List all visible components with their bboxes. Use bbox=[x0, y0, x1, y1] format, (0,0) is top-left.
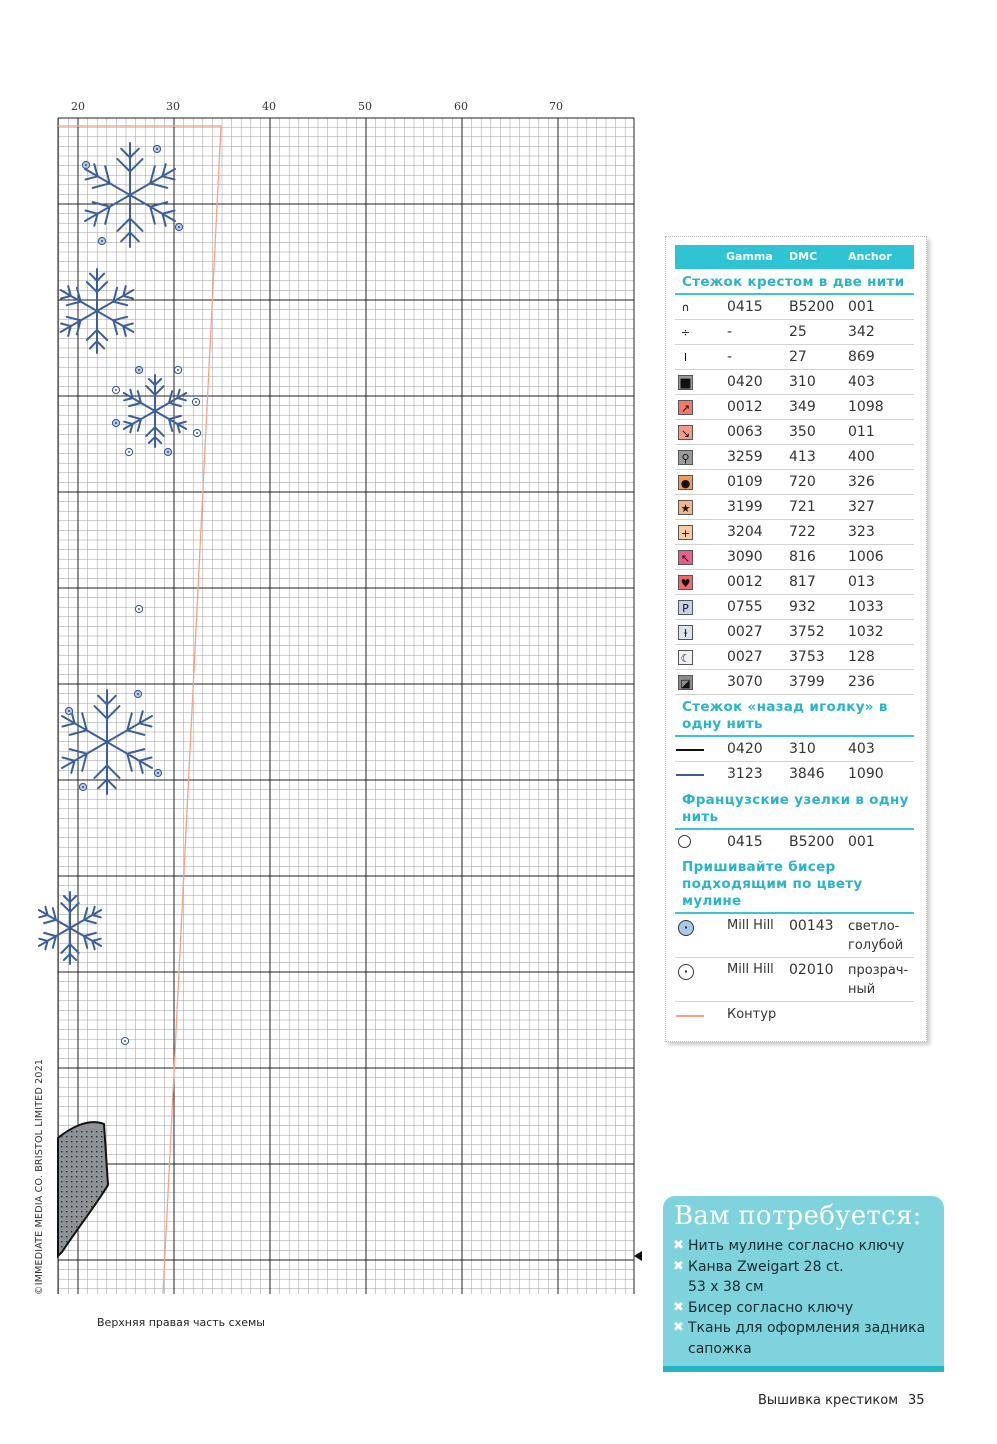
chart-caption: Верхняя правая часть схемы bbox=[97, 1316, 265, 1329]
dmc-code: 3799 bbox=[789, 674, 825, 690]
snowflake-3 bbox=[124, 375, 186, 447]
boot-fragment bbox=[58, 1122, 108, 1256]
anchor-code: 327 bbox=[848, 499, 875, 515]
dmc-code: 310 bbox=[789, 374, 816, 390]
legend-row bbox=[675, 645, 914, 670]
dmc-code: 413 bbox=[789, 449, 816, 465]
contour-row bbox=[675, 1003, 914, 1028]
legend-row bbox=[675, 914, 914, 958]
contour-line-swatch bbox=[676, 1015, 704, 1017]
copyright-notice: ©IMMEDIATE MEDIA CO. BRISTOL LIMITED 2021 bbox=[34, 1058, 45, 1295]
center-marker-arrow bbox=[634, 1251, 642, 1261]
dmc-code: 310 bbox=[789, 741, 816, 757]
anchor-code: 001 bbox=[848, 299, 875, 315]
dmc-code: 721 bbox=[789, 499, 816, 515]
bead-marker-dot bbox=[101, 240, 103, 242]
dmc-code: 817 bbox=[789, 574, 816, 590]
dmc-code: 816 bbox=[789, 549, 816, 565]
section-french-knots: Французские узелки в одну нить bbox=[682, 792, 909, 825]
stitch-symbol-icon: ♥ bbox=[678, 575, 693, 590]
gamma-code: 0027 bbox=[727, 649, 763, 665]
stitch-symbol-icon: ɫ bbox=[678, 625, 693, 640]
gamma-code: 0415 bbox=[727, 834, 763, 850]
stitch-symbol-icon: ■ bbox=[679, 376, 692, 391]
magazine-title: Вышивка крестиком bbox=[758, 1393, 899, 1408]
anchor-code: 013 bbox=[848, 574, 875, 590]
dmc-code: B5200 bbox=[789, 834, 835, 850]
legend-row bbox=[675, 545, 914, 570]
bead-marker-dot bbox=[195, 401, 197, 403]
gamma-code: 3199 bbox=[727, 499, 763, 515]
gamma-code: - bbox=[727, 324, 733, 340]
supply-item bbox=[673, 1318, 941, 1359]
cross-bullet-icon: ✖ bbox=[673, 1320, 684, 1335]
supply-text: Канва Zweigart 28 ct. bbox=[688, 1258, 844, 1275]
legend-row bbox=[675, 420, 914, 445]
legend-row bbox=[675, 470, 914, 495]
bead-brand: Mill Hill bbox=[727, 962, 774, 977]
dmc-code: 722 bbox=[789, 524, 816, 540]
stitch-symbol-icon: ☾ bbox=[678, 650, 693, 665]
cross-bullet-icon: ✖ bbox=[673, 1299, 684, 1315]
stitch-symbol-icon: ⚲ bbox=[678, 450, 693, 465]
legend-row bbox=[675, 345, 914, 370]
anchor-code: 001 bbox=[848, 834, 875, 850]
legend-row bbox=[675, 320, 914, 345]
supplies-list bbox=[673, 1236, 941, 1359]
legend-header bbox=[675, 245, 914, 269]
anchor-code: 1098 bbox=[848, 399, 884, 415]
bead-marker-dot bbox=[177, 369, 179, 371]
bead-marker-dot bbox=[68, 710, 70, 712]
stitch-symbol-icon: ↗ bbox=[678, 400, 693, 415]
anchor-code: 1033 bbox=[848, 599, 884, 615]
dmc-code: B5200 bbox=[789, 299, 835, 315]
bead-marker-dot bbox=[82, 786, 84, 788]
anchor-code: 869 bbox=[848, 349, 875, 365]
section-backstitch: Стежок «назад иголку» в одну нить bbox=[682, 699, 888, 732]
dmc-code: 3753 bbox=[789, 649, 825, 665]
bead-marker-dot bbox=[157, 772, 159, 774]
header-anchor: Anchor bbox=[848, 250, 892, 263]
stitch-symbol-icon: ↘ bbox=[678, 425, 693, 440]
supply-text: Нить мулине согласно ключу bbox=[688, 1238, 905, 1254]
supplies-bottom-bar bbox=[663, 1366, 944, 1372]
bead-marker-dot bbox=[196, 432, 198, 434]
gamma-code: 3123 bbox=[727, 766, 763, 782]
gamma-code: 0063 bbox=[727, 424, 763, 440]
backstitch-line-swatch bbox=[676, 774, 704, 776]
bead-marker-dot bbox=[138, 608, 140, 610]
gamma-code: 0420 bbox=[727, 374, 763, 390]
gamma-code: 0755 bbox=[727, 599, 763, 615]
bead-marker-dot bbox=[85, 164, 87, 166]
bead-icon: · bbox=[678, 920, 694, 936]
axis-number: 50 bbox=[358, 100, 372, 113]
dmc-code: 349 bbox=[789, 399, 816, 415]
page-number: 35 bbox=[908, 1393, 925, 1408]
contour-label: Контур bbox=[727, 1007, 777, 1022]
stitch-symbol-icon: ∩ bbox=[678, 300, 693, 315]
snowflake-5 bbox=[39, 892, 101, 964]
legend-row bbox=[675, 445, 914, 470]
stitch-symbol-icon: ↖ bbox=[678, 550, 693, 565]
bead-marker-dot bbox=[178, 226, 180, 228]
bead-marker-dot bbox=[138, 369, 140, 371]
legend-row bbox=[675, 670, 914, 695]
outline-contour bbox=[58, 126, 221, 1294]
stitch-symbol-icon: I bbox=[678, 350, 693, 365]
axis-number: 70 bbox=[549, 100, 563, 113]
legend-row bbox=[675, 395, 914, 420]
legend-row bbox=[675, 495, 914, 520]
stitch-symbol-icon: + bbox=[678, 525, 693, 540]
gamma-code: 3204 bbox=[727, 524, 763, 540]
gamma-code: 3070 bbox=[727, 674, 763, 690]
stitch-symbol-icon: ÷ bbox=[678, 325, 693, 340]
axis-number: 20 bbox=[71, 100, 85, 113]
bead-color-name: светло-голубой bbox=[848, 919, 904, 953]
dmc-code: 3846 bbox=[789, 766, 825, 782]
bead-code: 00143 bbox=[789, 918, 834, 934]
bead-icon: · bbox=[678, 964, 694, 980]
cross-bullet-icon: ✖ bbox=[673, 1258, 684, 1274]
gamma-code: 3259 bbox=[727, 449, 763, 465]
gamma-code: 0012 bbox=[727, 574, 763, 590]
supply-text-continued: 53 x 38 см bbox=[688, 1279, 764, 1295]
bead-marker-dot bbox=[115, 389, 117, 391]
grid-major-lines bbox=[58, 118, 634, 1294]
legend-row bbox=[675, 295, 914, 320]
anchor-code: 403 bbox=[848, 741, 875, 757]
supply-item bbox=[673, 1236, 941, 1257]
legend-row bbox=[675, 620, 914, 645]
supply-text: Бисер согласно ключу bbox=[688, 1299, 854, 1316]
snowflake-2 bbox=[61, 269, 134, 353]
dmc-code: 27 bbox=[789, 349, 807, 365]
anchor-code: 326 bbox=[848, 474, 875, 490]
supplies-box bbox=[663, 1196, 944, 1372]
legend-row bbox=[675, 595, 914, 620]
gamma-code: 0027 bbox=[727, 624, 763, 640]
dmc-code: 720 bbox=[789, 474, 816, 490]
legend-row bbox=[675, 958, 914, 1002]
page-footer bbox=[758, 1393, 925, 1408]
stitch-symbol-icon: ◪ bbox=[678, 675, 693, 690]
anchor-code: 323 bbox=[848, 524, 875, 540]
section-beads: Пришивайте бисер подходящим по цвету мулине bbox=[682, 859, 863, 909]
grid-fine-lines bbox=[58, 118, 634, 1294]
gamma-code: 0109 bbox=[727, 474, 763, 490]
anchor-code: 400 bbox=[848, 449, 875, 465]
supplies-title: Вам потребуется: bbox=[674, 1201, 922, 1231]
dmc-code: 25 bbox=[789, 324, 807, 340]
bead-marker-dot bbox=[156, 148, 158, 150]
dmc-code: 350 bbox=[789, 424, 816, 440]
gamma-code: 0012 bbox=[727, 399, 763, 415]
french-knot-icon bbox=[678, 835, 691, 848]
gamma-code: 3090 bbox=[727, 549, 763, 565]
bead-marker-dot bbox=[167, 451, 169, 453]
header-dmc: DMC bbox=[789, 250, 818, 263]
cross-bullet-icon: ✖ bbox=[673, 1238, 684, 1253]
backstitch-line-swatch bbox=[676, 749, 704, 751]
legend-row bbox=[675, 762, 914, 787]
anchor-code: 342 bbox=[848, 324, 875, 340]
dmc-code: 932 bbox=[789, 599, 816, 615]
anchor-code: 128 bbox=[848, 649, 875, 665]
snowflake-4 bbox=[62, 690, 152, 794]
legend-row bbox=[675, 737, 914, 762]
supply-text: Ткань для оформления задника bbox=[688, 1320, 926, 1336]
bead-marker-dot bbox=[124, 1040, 126, 1042]
snowflake-1 bbox=[85, 143, 175, 247]
legend-row bbox=[675, 520, 914, 545]
stitch-symbol-icon: P bbox=[678, 600, 693, 615]
anchor-code: 1032 bbox=[848, 624, 884, 640]
axis-number: 30 bbox=[166, 100, 180, 113]
anchor-code: 236 bbox=[848, 674, 875, 690]
gamma-code: - bbox=[727, 349, 733, 365]
supply-item bbox=[673, 1298, 941, 1319]
bead-marker-dot bbox=[128, 451, 130, 453]
gamma-code: 0415 bbox=[727, 299, 763, 315]
legend-row bbox=[675, 570, 914, 595]
supply-text-continued: сапожка bbox=[688, 1340, 752, 1357]
axis-number: 40 bbox=[262, 100, 276, 113]
legend-row bbox=[675, 370, 914, 395]
stitch-symbol-icon: ● bbox=[678, 475, 693, 490]
dmc-code: 3752 bbox=[789, 624, 825, 640]
bead-brand: Mill Hill bbox=[727, 918, 774, 933]
bead-marker-dot bbox=[115, 422, 117, 424]
thread-key-legend bbox=[665, 236, 927, 1042]
anchor-code: 011 bbox=[848, 424, 875, 440]
legend-row bbox=[675, 830, 914, 855]
gamma-code: 0420 bbox=[727, 741, 763, 757]
bead-color-name: прозрач-ный bbox=[848, 963, 909, 997]
header-gamma: Gamma bbox=[726, 250, 773, 263]
anchor-code: 1090 bbox=[848, 766, 884, 782]
section-cross-stitch: Стежок крестом в две нити bbox=[682, 274, 905, 290]
supply-item bbox=[673, 1257, 941, 1298]
bead-marker-dot bbox=[137, 693, 139, 695]
axis-number: 60 bbox=[454, 100, 468, 113]
bead-code: 02010 bbox=[789, 962, 834, 978]
stitch-symbol-icon: ★ bbox=[678, 500, 693, 515]
anchor-code: 403 bbox=[848, 374, 875, 390]
anchor-code: 1006 bbox=[848, 549, 884, 565]
